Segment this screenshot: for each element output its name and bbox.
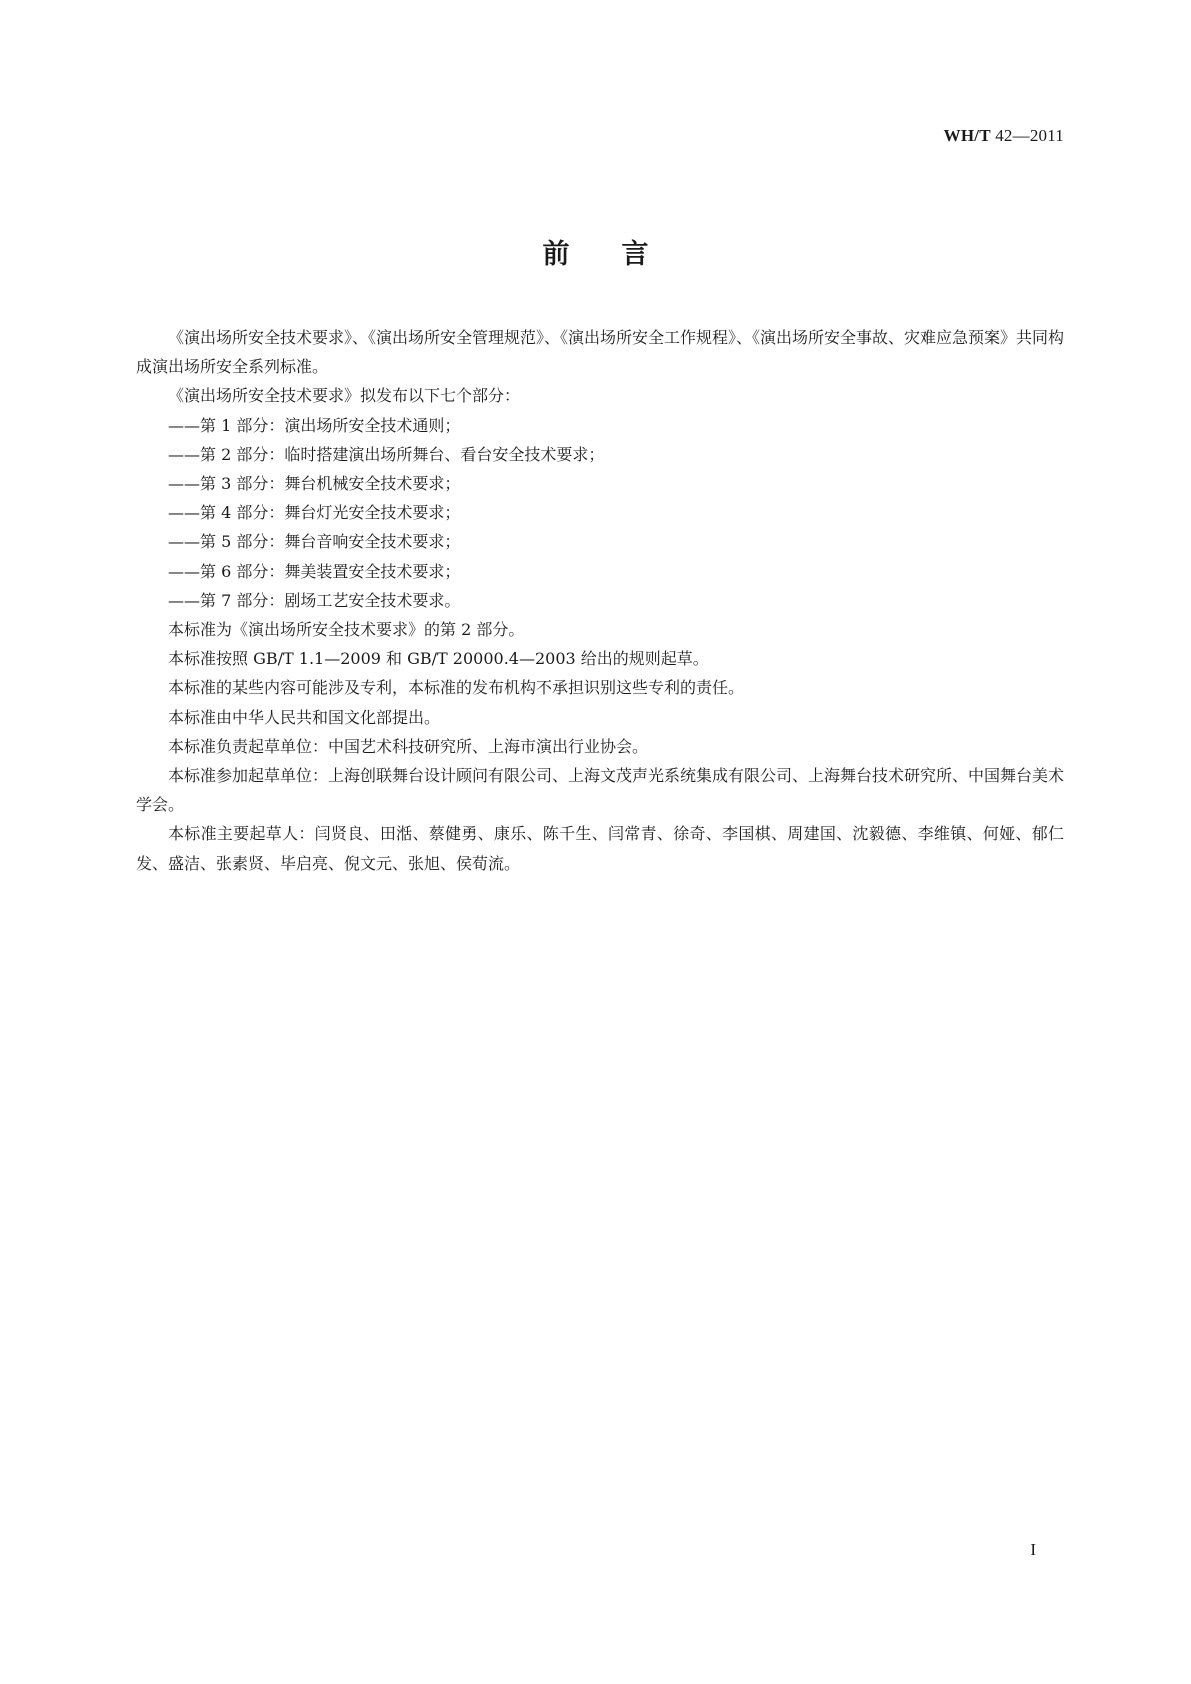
paragraph-part-statement: 本标准为《演出场所安全技术要求》的第 2 部分。	[168, 620, 525, 640]
list-item-part-1: ——第 1 部分：演出场所安全技术通则；	[168, 415, 461, 435]
paragraph-parts-intro: 《演出场所安全技术要求》拟发布以下七个部分：	[168, 386, 521, 406]
paragraph-participating-drafters: 本标准参加起草单位：上海创联舞台设计顾问有限公司、上海文茂声光系统集成有限公司、上海舞台技术研究所、中国舞台美术学会。	[136, 766, 1065, 815]
paragraph-main-drafters: 本标准主要起草人：闫贤良、田湉、蔡健勇、康乐、陈千生、闫常青、徐奇、李国棋、周建国、沈毅德、李维镇、何娅、郁仁发、盛洁、张素贤、毕启亮、倪文元、张旭、侯荀流。	[136, 824, 1064, 873]
page-number: I	[1030, 1540, 1036, 1559]
standard-number: 42—2011	[990, 126, 1064, 145]
paragraph-lead-drafters: 本标准负责起草单位：中国艺术科技研究所、上海市演出行业协会。	[168, 736, 649, 756]
section-title: 前言	[542, 239, 701, 270]
list-item-part-5: ——第 5 部分：舞台音响安全技术要求；	[168, 532, 461, 552]
paragraph-series-intro: 《演出场所安全技术要求》、《演出场所安全管理规范》、《演出场所安全工作规程》、《演出场所安全事故、灾难应急预案》共同构成演出场所安全系列标准。	[136, 328, 1065, 377]
standard-prefix: WH/T	[943, 126, 991, 145]
list-item-part-6: ——第 6 部分：舞美装置安全技术要求；	[168, 561, 461, 581]
paragraph-proposer: 本标准由中华人民共和国文化部提出。	[168, 707, 441, 727]
paragraph-drafting-rules: 本标准按照 GB/T 1.1—2009 和 GB/T 20000.4—2003 给出的规则起草。	[168, 649, 709, 669]
list-item-part-4: ——第 4 部分：舞台灯光安全技术要求；	[168, 503, 461, 523]
list-item-part-2: ——第 2 部分：临时搭建演出场所舞台、看台安全技术要求；	[168, 444, 605, 464]
paragraph-patent-notice: 本标准的某些内容可能涉及专利，本标准的发布机构不承担识别这些专利的责任。	[168, 678, 745, 698]
list-item-part-7: ——第 7 部分：剧场工艺安全技术要求。	[168, 590, 461, 610]
list-item-part-3: ——第 3 部分：舞台机械安全技术要求；	[168, 474, 461, 494]
foreword-body	[136, 323, 1064, 878]
standard-code	[944, 126, 1064, 146]
